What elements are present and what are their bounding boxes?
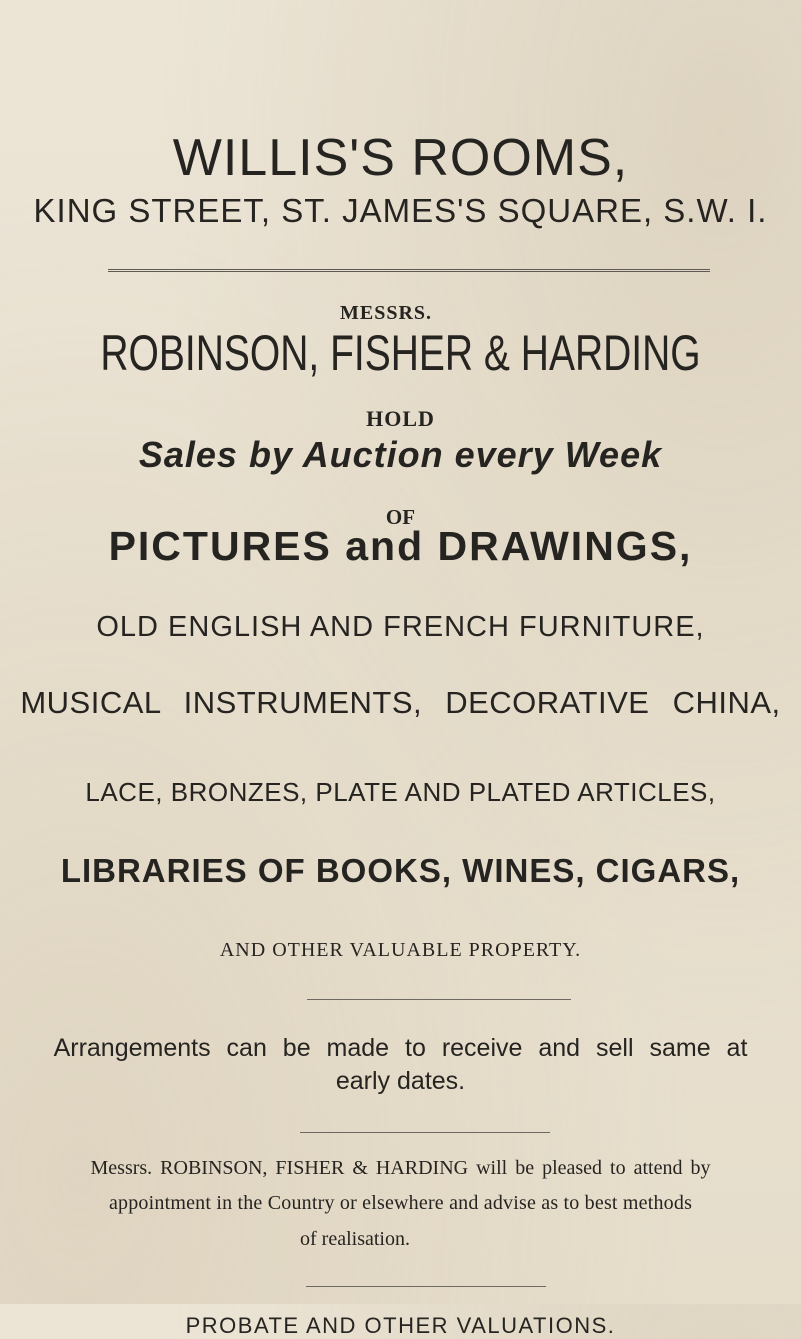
category-pictures: PICTURES and DRAWINGS, xyxy=(108,523,693,569)
arrangements-line-1: Arrangements can be made to receive and sell same at xyxy=(53,1034,748,1062)
divider-3 xyxy=(306,1286,546,1287)
category-furniture: OLD ENGLISH AND FRENCH FURNITURE, xyxy=(96,611,705,643)
closing-line: AND OTHER VALUABLE PROPERTY. xyxy=(219,939,582,961)
valuations-heading: PROBATE AND OTHER VALUATIONS. xyxy=(185,1313,616,1338)
divider-1 xyxy=(307,999,571,1000)
venue-title: WILLIS'S ROOMS, xyxy=(172,129,629,187)
attendance-line-1: Messrs. ROBINSON, FISHER & HARDING will be pleased to attend by xyxy=(90,1157,711,1179)
attendance-line-3: of realisation. xyxy=(300,1228,410,1250)
messrs-label: MESSRS. xyxy=(340,302,433,324)
arrangements-line-2: early dates. xyxy=(335,1067,466,1095)
divider-2 xyxy=(300,1132,550,1133)
category-libraries: LIBRARIES OF BOOKS, WINES, CIGARS, xyxy=(60,852,741,889)
sales-heading: Sales by Auction every Week xyxy=(138,434,663,475)
header-divider xyxy=(108,269,710,272)
attendance-line-2: appointment in the Country or elsewhere and advise as to best methods xyxy=(108,1192,693,1214)
category-instruments: MUSICAL INSTRUMENTS, DECORATIVE CHINA, xyxy=(20,685,781,720)
firm-name: ROBINSON, FISHER & HARDING xyxy=(100,325,701,381)
of-label: OF xyxy=(385,505,416,529)
venue-address: KING STREET, ST. JAMES'S SQUARE, S.W. I. xyxy=(33,192,768,229)
hold-label: HOLD xyxy=(366,406,435,431)
category-lace: LACE, BRONZES, PLATE AND PLATED ARTICLES, xyxy=(85,777,716,807)
